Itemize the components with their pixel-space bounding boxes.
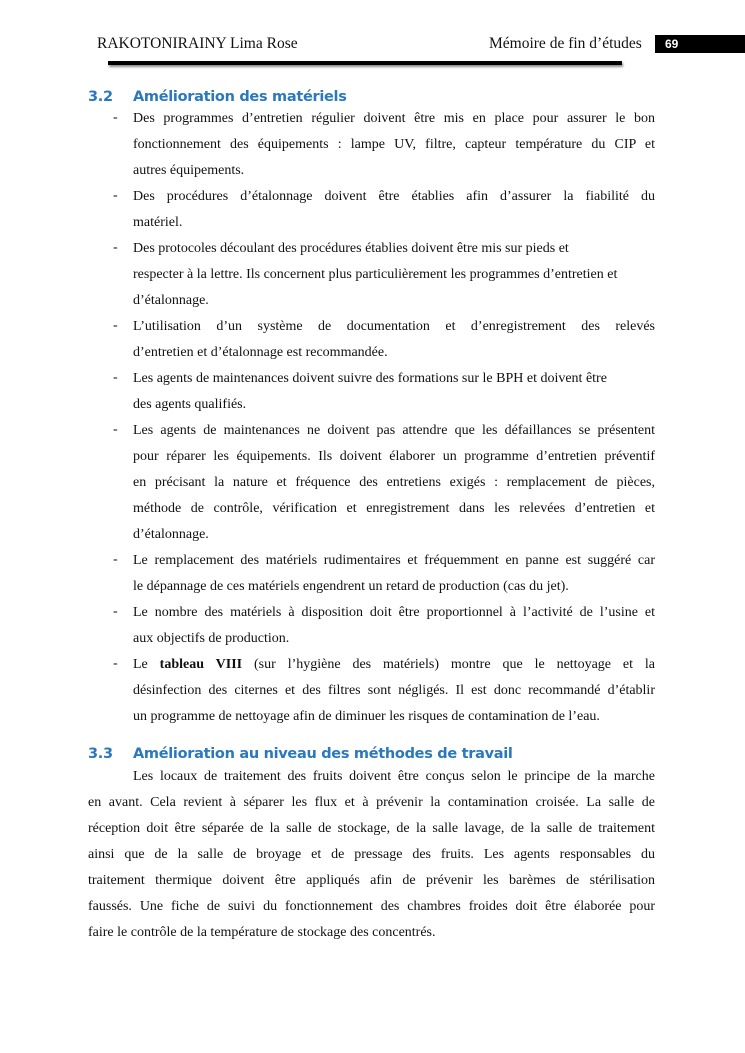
bullet-line: fonctionnement des équipements : lampe UV, filtre, capteur température du CIP et bbox=[133, 137, 655, 152]
bullet-line: Des protocoles découlant des procédures établies doivent être mis sur pieds et bbox=[133, 241, 569, 256]
bullet-line: Les agents de maintenances doivent suivre des formations sur le BPH et doivent être bbox=[133, 371, 607, 386]
section-number: 3.2 bbox=[88, 89, 113, 105]
bullet-line: des agents qualifiés. bbox=[133, 397, 247, 412]
section-heading-3-2 bbox=[88, 89, 347, 105]
bullet-dash: - bbox=[113, 656, 118, 671]
bullet-line: en précisant la nature et fréquence des entretiens exigés : remplacement de pièces, bbox=[133, 475, 655, 490]
bullet-line: d’étalonnage. bbox=[133, 527, 209, 542]
bullet-dash: - bbox=[113, 604, 118, 619]
bullet-line: Les agents de maintenances ne doivent pas attendre que les défaillances se présentent bbox=[133, 423, 655, 438]
paragraph-line: en avant. Cela revient à séparer les flux et à prévenir la contamination croisée. La salle de bbox=[88, 795, 655, 810]
bullet-line: respecter à la lettre. Ils concernent plus particulièrement les programmes d’entretien et bbox=[133, 267, 618, 282]
section-title: Amélioration des matériels bbox=[133, 89, 347, 105]
bullet-dash: - bbox=[113, 318, 118, 333]
bullet-line: méthode de contrôle, vérification et enregistrement dans les relevées d’entretien et bbox=[133, 501, 655, 516]
table-reference: tableau VIII bbox=[159, 657, 243, 672]
paragraph-line: traitement thermique doivent être appliqués afin de prévenir les barèmes de stérilisation bbox=[88, 873, 655, 888]
header-rule bbox=[108, 61, 622, 65]
bullet-line: d’étalonnage. bbox=[133, 293, 209, 308]
bullet-line: d’entretien et d’étalonnage est recommandée. bbox=[133, 345, 388, 360]
paragraph-line: faire le contrôle de la température de stockage des concentrés. bbox=[88, 925, 436, 940]
bullet-dash: - bbox=[113, 552, 118, 567]
bullet-line: matériel. bbox=[133, 215, 183, 230]
paragraph-line: faussés. Une fiche de suivi du fonctionnement des chambres froides doit être élaborée pour bbox=[88, 899, 655, 914]
bullet-line: un programme de nettoyage afin de diminuer les risques de contamination de l’eau. bbox=[133, 709, 600, 724]
bullet-line: pour réparer les équipements. Ils doivent élaborer un programme d’entretien préventif bbox=[133, 449, 655, 464]
paragraph-line: réception doit être séparée de la salle de stockage, de la salle lavage, de la salle de traitement bbox=[88, 821, 655, 836]
paragraph-line: Les locaux de traitement des fruits doivent être conçus selon le principe de la marche bbox=[133, 769, 655, 784]
bullet-line: autres équipements. bbox=[133, 163, 245, 178]
bullet-line: Le remplacement des matériels rudimentaires et fréquemment en panne est suggéré car bbox=[133, 553, 655, 568]
bullet-dash: - bbox=[113, 240, 118, 255]
bullet-line: désinfection des citernes et des filtres sont négligés. Il est donc recommandé d’établir bbox=[133, 683, 655, 698]
bullet-line: aux objectifs de production. bbox=[133, 631, 290, 646]
bullet-line: Le tableau VIII (sur l’hygiène des matériels) montre que le nettoyage et la bbox=[133, 657, 655, 672]
bullet-line: Des programmes d’entretien régulier doivent être mis en place pour assurer le bon bbox=[133, 111, 655, 126]
bullet-dash: - bbox=[113, 370, 118, 385]
bullet-line: Le nombre des matériels à disposition doit être proportionnel à l’activité de l’usine et bbox=[133, 605, 655, 620]
bullet-line: le dépannage de ces matériels engendrent un retard de production (cas du jet). bbox=[133, 579, 569, 594]
section-title: Amélioration au niveau des méthodes de travail bbox=[133, 746, 513, 762]
bullet-line: L’utilisation d’un système de documentation et d’enregistrement des relevés bbox=[133, 319, 655, 334]
bullet-dash: - bbox=[113, 188, 118, 203]
bullet-dash: - bbox=[113, 110, 118, 125]
bullet-dash: - bbox=[113, 422, 118, 437]
section-heading-3-3 bbox=[88, 746, 513, 762]
paragraph-line: ainsi que de la salle de broyage et de pressage des fruits. Les agents responsables du bbox=[88, 847, 655, 862]
page-number: 69 bbox=[655, 35, 745, 53]
header-doc-title: Mémoire de fin d’études bbox=[489, 35, 642, 52]
bullet-line: Des procédures d’étalonnage doivent être établies afin d’assurer la fiabilité du bbox=[133, 189, 655, 204]
header-author: RAKOTONIRAINY Lima Rose bbox=[97, 35, 298, 52]
section-number: 3.3 bbox=[88, 746, 113, 762]
